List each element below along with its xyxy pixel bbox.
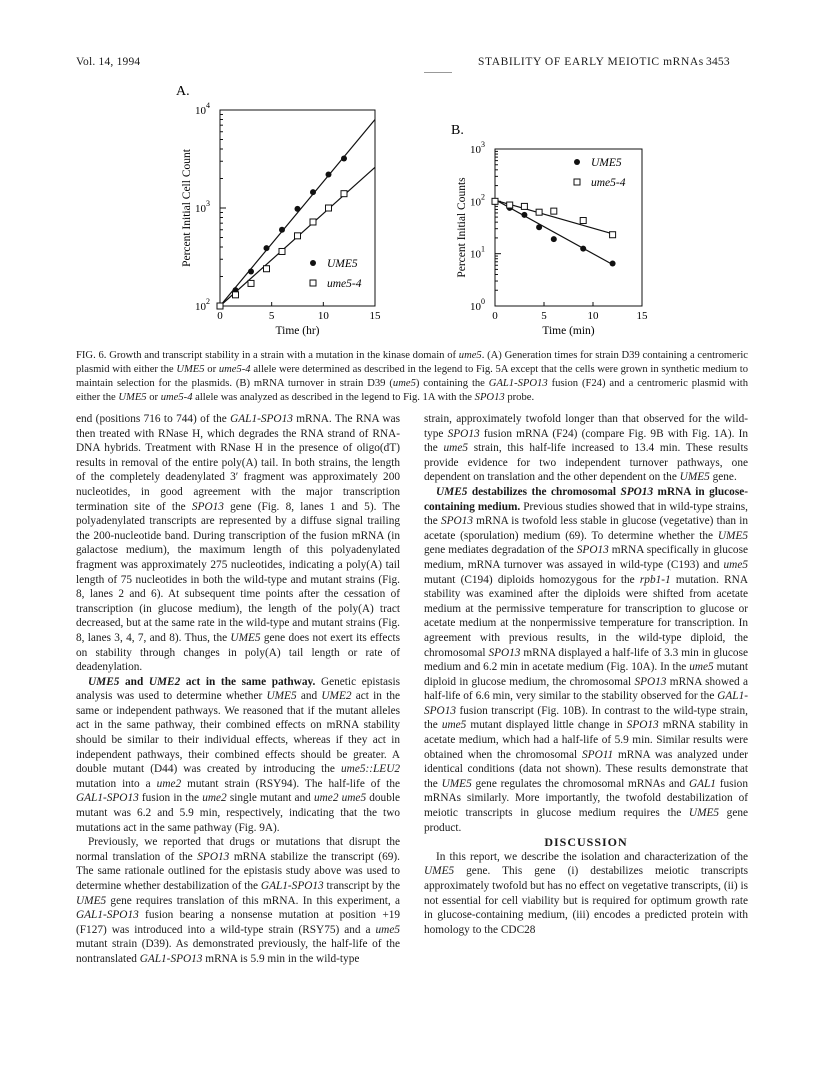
text-run: GAL1-SPO13	[230, 413, 293, 425]
text-run: fusion transcript (Fig. 10B). In contrast to the wild-type strain, the	[424, 704, 748, 732]
text-run: gene (Fig. 8, lanes 1 and 5). The polyadenylated transcripts are represented by a diffuse signal trailing the 200-nucleotide band. During transcription of the fusion mRNA (in galactose medium), the maximum length of this polyadenylated fragment was approximately 275 nucleotides, indicating a poly(A) tail length of 75 nucleotides in both the wild-type and mutant strains (Fig. 8, lanes 2 and 6). At subsequent time points after the cessation of transcription (in glucose medium), the length of the poly(A) tract decreased, but at the same rate in the wild-type and mutant strains (Fig. 8, lanes 3, 4, 7, and 8). Thus, the	[76, 500, 400, 644]
text-run: UME5	[688, 807, 720, 820]
data-point-filled-circle	[610, 260, 616, 266]
text-run: UME2	[148, 675, 181, 688]
text-run: Genetic epistasis analysis was used to determine whether	[76, 675, 400, 703]
data-point-filled-circle	[341, 155, 347, 161]
paragraph	[424, 485, 748, 835]
x-tick-label: 15	[636, 310, 648, 322]
text-run: ume5	[375, 923, 400, 936]
text-run: GAL1-SPO13	[139, 952, 203, 965]
caption-gene-name: ume5-4	[218, 364, 251, 375]
y-tick-exponent: 2	[206, 297, 210, 306]
x-axis-label: Time (hr)	[275, 325, 320, 337]
y-tick-label	[195, 199, 210, 215]
caption-gene-name: ume5-4	[160, 392, 193, 403]
data-point-open-square	[580, 218, 586, 224]
caption-text: probe.	[504, 392, 535, 403]
panel-label: B.	[451, 123, 464, 138]
text-run: ume5::LEU2	[341, 763, 400, 776]
y-tick-label	[470, 245, 485, 261]
x-tick-label: 15	[369, 310, 381, 322]
data-point-filled-circle	[264, 245, 270, 251]
data-point-open-square	[507, 202, 513, 208]
text-run: rpb1-1	[639, 573, 671, 586]
text-run: mutation into a	[76, 777, 157, 790]
caption-text: Growth and transcript stability in a strain with a mutation in the kinase domain of	[109, 350, 459, 361]
x-tick-label: 0	[492, 310, 498, 322]
text-run: SPO13	[576, 544, 609, 557]
text-run: gene regulates the chromosomal mRNAs and	[471, 777, 689, 790]
text-run: UME5	[88, 675, 120, 688]
data-point-open-square	[492, 198, 498, 204]
text-run: strain, this half-life increased to 13.4 min. These results provide evidence for two independent turnover pathways, one dependent on translation and the other dependent on the	[424, 442, 748, 484]
paragraph	[424, 412, 748, 485]
text-run: GAL1-SPO13	[424, 690, 748, 717]
x-tick-label: 10	[587, 310, 599, 322]
data-point-filled-circle	[248, 268, 254, 274]
paragraph	[76, 412, 400, 675]
text-run: gene does not exert its effects on stability through changes in poly(A) tail length or rate of deadenylation.	[76, 631, 400, 674]
x-axis-label: Time (min)	[542, 325, 595, 337]
caption-gene-name: SPO13	[474, 392, 505, 403]
data-point-open-square	[341, 191, 347, 197]
y-tick-exponent: 3	[206, 199, 210, 208]
legend-marker-filled-circle	[574, 159, 580, 165]
text-run: ume5	[723, 558, 748, 571]
y-tick-label	[195, 297, 210, 313]
y-tick-label	[470, 140, 485, 156]
text-run: mRNA in glucose-containing medium.	[424, 485, 748, 513]
text-run: ume2	[202, 792, 227, 805]
text-run: destabilizes the chromosomal	[467, 485, 621, 498]
text-run: DISCUSSION	[544, 835, 628, 850]
text-run: SPO13	[440, 515, 473, 528]
data-point-open-square	[279, 248, 285, 254]
y-tick-base: 10	[195, 105, 206, 117]
text-run: mRNA stabilize the transcript (69). The same rationale outlined for the epistasis study above was used to determine whether destabilization of the	[76, 850, 400, 892]
y-axis-label: Percent Initial Counts	[456, 177, 468, 278]
y-tick-base: 10	[470, 144, 481, 156]
caption-text: allele were determined as described in the legend to Fig. 5A except that the cells were grown in synthetic medium to maintain selection for the plasmids. (B) mRNA turnover in strain D39 (	[76, 364, 749, 389]
y-tick-exponent: 0	[481, 297, 485, 306]
data-point-open-square	[295, 233, 301, 239]
text-run: mutant (C194) diploids homozygous for the	[424, 573, 640, 586]
y-tick-exponent: 4	[206, 101, 210, 110]
text-run: UME5	[679, 471, 710, 484]
caption-text: ) containing the	[415, 378, 489, 389]
text-run: gene requires translation of this mRNA. In this experiment, a	[106, 894, 400, 907]
chart-panel-b	[451, 123, 648, 337]
y-tick-base: 10	[470, 196, 481, 209]
text-run: gene mediates degradation of the	[424, 544, 577, 557]
x-tick-label: 5	[541, 310, 547, 322]
legend-label: ume5-4	[327, 278, 362, 290]
legend-marker-open-square	[574, 179, 580, 185]
data-point-open-square	[264, 266, 270, 272]
text-run: SPO13	[447, 427, 480, 440]
x-tick-label: 0	[217, 310, 223, 322]
paragraph	[76, 835, 400, 966]
page-number: 3453	[706, 56, 730, 68]
text-run: UME5	[76, 894, 107, 907]
caption-label: FIG. 6.	[76, 350, 107, 361]
text-run: mRNA. The RNA was then treated with RNase H, which degrades the RNA strand of RNA-DNA hybrids. Treatment with RNase H in the presence of oligo(dT) results in removal of the entire poly(A) tail. In both strains, the length of the completely deadenylated 3′ fragment was approximately 200 nucleotides, in good agreement with the major transcription termination site of the	[76, 413, 400, 513]
x-tick-label: 10	[317, 310, 329, 322]
text-run: mRNA showed a half-life of 6.6 min, very similar to the stability observed for the	[424, 675, 748, 703]
text-run: UME5	[441, 777, 472, 790]
text-run: single mutant and	[226, 792, 314, 805]
data-point-open-square	[217, 303, 223, 309]
text-run: GAL1	[688, 777, 716, 790]
data-point-open-square	[248, 280, 254, 286]
text-run: SPO11	[582, 748, 614, 761]
text-run: gene product.	[424, 807, 748, 834]
y-tick-label	[470, 192, 485, 208]
y-tick-base: 10	[470, 301, 481, 313]
text-run: ume5	[441, 719, 467, 732]
text-run: ume2	[156, 777, 182, 790]
text-run: mutant diploid in glucose medium, the chromosomal	[424, 661, 748, 688]
y-tick-exponent: 2	[481, 192, 485, 202]
data-point-open-square	[536, 209, 542, 215]
y-axis-label: Percent Initial Cell Count	[181, 149, 193, 267]
text-run: GAL1-SPO13	[260, 880, 324, 892]
caption-text: or	[204, 364, 219, 375]
text-run: act in the same or independent pathways. We reasoned that if the mutant alleles act in the same pathway, their combined effects on mRNA stability should be similar to their individual effects, whereas if they act in independent pathways, their combined effects should be greater. A double mutant (D44) was created by introducing the	[76, 690, 400, 776]
paragraph	[76, 675, 400, 836]
text-run: mutant strain (RSY94). The half-life of the	[181, 777, 400, 790]
text-run: mRNA was analyzed under identical conditions (data not shown). These results demonstrate that the	[424, 748, 748, 790]
panel-label: A.	[176, 84, 190, 99]
data-point-filled-circle	[536, 224, 542, 230]
text-run: act in the same pathway.	[180, 675, 316, 688]
caption-text: allele was analyzed as described in the legend to Fig. 1A with the	[192, 392, 475, 403]
text-run: fusion in the	[138, 792, 203, 805]
text-run: double mutant was 6.2 and 5.9 min, respectively, indicating that the two mutations act in the same pathway (Fig. 9A).	[76, 792, 400, 834]
data-point-filled-circle	[295, 206, 301, 212]
chart-panel-a	[176, 84, 381, 337]
caption-gene-name: UME5	[118, 392, 147, 403]
text-run: fusion mRNA (F24) (compare Fig. 9B with Fig. 1A). In the	[424, 427, 748, 455]
legend-label: UME5	[591, 157, 622, 169]
text-run: UME5	[717, 529, 748, 542]
chart-legend	[310, 258, 362, 290]
y-tick-exponent: 3	[481, 140, 485, 149]
text-run: SPO13	[197, 850, 230, 863]
legend-label: UME5	[327, 258, 358, 270]
text-run: SPO13	[634, 675, 667, 688]
text-run: ume5	[443, 442, 469, 455]
text-run: mRNA is 5.9 min in the wild-type	[202, 952, 360, 965]
text-run: and	[119, 675, 149, 688]
body-column-right	[424, 412, 748, 937]
y-tick-base: 10	[195, 203, 206, 215]
text-run: mRNA is twofold less stable in glucose (vegetative) than in acetate (sporulation) medium (69). To determine whether the	[424, 515, 748, 542]
section-heading	[424, 835, 748, 850]
data-point-open-square	[233, 292, 239, 298]
text-run: Previously, we reported that drugs or mutations that disrupt the normal translation of the	[76, 836, 400, 863]
text-run: mRNA specifically in glucose medium, mRNA turnover was assayed in wild-type (C193) and	[424, 544, 748, 571]
caption-gene-name: GAL1-SPO13	[488, 378, 548, 389]
data-point-filled-circle	[521, 212, 527, 218]
text-run: fusion bearing a nonsense mutation at position +19 (F127) was introduced into a wild-type strain (RSY75) and a	[76, 909, 400, 936]
text-run: transcript by the	[323, 880, 401, 892]
legend-marker-filled-circle	[310, 260, 316, 266]
text-run: and	[296, 690, 322, 703]
text-run: end (positions 716 to 744) of the	[76, 413, 231, 425]
y-tick-base: 10	[195, 301, 206, 313]
text-run: mutation. RNA stability was examined after the diploids were shifted from acetate medium at the permissive temperature for transcription to glucose or acetate medium at the nonpermissive temperature for transcription. In agreement with previous results, in the wild-type diploid, the chromosomal	[424, 573, 748, 659]
running-title: STABILITY OF EARLY MEIOTIC mRNAs	[478, 56, 704, 68]
y-tick-exponent: 1	[481, 244, 485, 254]
caption-text: fusion (F24) and a centromeric plasmid with either the	[76, 378, 749, 403]
text-run: SPO13	[620, 485, 654, 498]
legend-marker-open-square	[310, 280, 316, 286]
y-tick-label	[470, 297, 485, 313]
data-point-open-square	[521, 203, 527, 209]
text-run: mutant displayed little change in	[466, 719, 627, 732]
legend-label: ume5-4	[591, 177, 626, 189]
data-point-filled-circle	[310, 189, 316, 195]
text-run: UME5	[436, 485, 468, 498]
text-run: UME5	[230, 631, 261, 644]
text-run: UME2	[321, 690, 352, 703]
caption-text: or	[146, 392, 161, 403]
figure-caption	[76, 349, 748, 405]
text-run: mutant strain (D39). As demonstrated previously, the half-life of the nontranslated	[76, 938, 400, 965]
data-point-open-square	[610, 232, 616, 238]
text-run: gene.	[709, 471, 737, 484]
caption-body	[76, 350, 748, 403]
caption-gene-name: ume5	[392, 378, 416, 389]
caption-text: . (A) Generation times for strain D39 containing a centromeric plasmid with either the	[76, 350, 748, 375]
y-tick-base: 10	[470, 248, 481, 261]
text-run: GAL1-SPO13	[76, 909, 139, 922]
data-point-filled-circle	[551, 236, 557, 242]
data-point-open-square	[326, 205, 332, 211]
caption-gene-name: ume5	[458, 350, 482, 361]
figure-6-charts	[140, 84, 660, 340]
text-run: SPO13	[191, 500, 224, 513]
header-divider	[424, 72, 452, 73]
text-run: ume5	[689, 661, 714, 674]
text-run: mRNA stability in acetate medium, which had a half-life of 5.9 min. Similar results were obtained when the chromosomal	[424, 719, 748, 761]
chart-legend	[574, 157, 626, 189]
body-column-left	[76, 412, 400, 967]
text-run: Previous studies showed that in wild-type strains, the	[424, 500, 748, 528]
text-run: mRNA displayed a half-life of 3.3 min in glucose medium and 6.2 min in acetate medium (Fig. 10A). In the	[424, 646, 748, 674]
caption-gene-name: UME5	[176, 364, 205, 375]
text-run: GAL1-SPO13	[76, 792, 139, 805]
data-point-filled-circle	[580, 246, 586, 252]
data-point-open-square	[551, 208, 557, 214]
text-run: UME5	[266, 690, 297, 703]
text-run: SPO13	[488, 646, 521, 659]
journal-volume: Vol. 14, 1994	[76, 56, 141, 68]
text-run: strain, approximately twofold longer than that observed for the wild-type	[424, 413, 748, 440]
text-run: fusion mRNAs similarly. More importantly, the twofold destabilization of meiotic transcripts in glucose medium requires the	[424, 777, 748, 820]
text-run: gene. This gene (i) destabilizes meiotic transcripts approximately twofold but has no effect on vegetative transcripts, (ii) is not essential for cell viability but is required for optimum growth rate in glucose-containing medium, (iii) encodes a predicted protein with homology to the CDC28	[424, 865, 748, 936]
plot-frame	[495, 149, 642, 306]
text-run: ume2 ume5	[314, 792, 367, 805]
text-run: SPO13	[626, 719, 659, 732]
data-point-filled-circle	[326, 171, 332, 177]
y-tick-label	[195, 101, 210, 117]
paragraph	[424, 850, 748, 938]
x-tick-label: 5	[268, 310, 275, 322]
text-run: UME5	[424, 865, 455, 878]
text-run: In this report, we describe the isolation and characterization of the	[436, 850, 748, 863]
data-point-open-square	[310, 219, 316, 225]
data-point-filled-circle	[279, 227, 285, 233]
